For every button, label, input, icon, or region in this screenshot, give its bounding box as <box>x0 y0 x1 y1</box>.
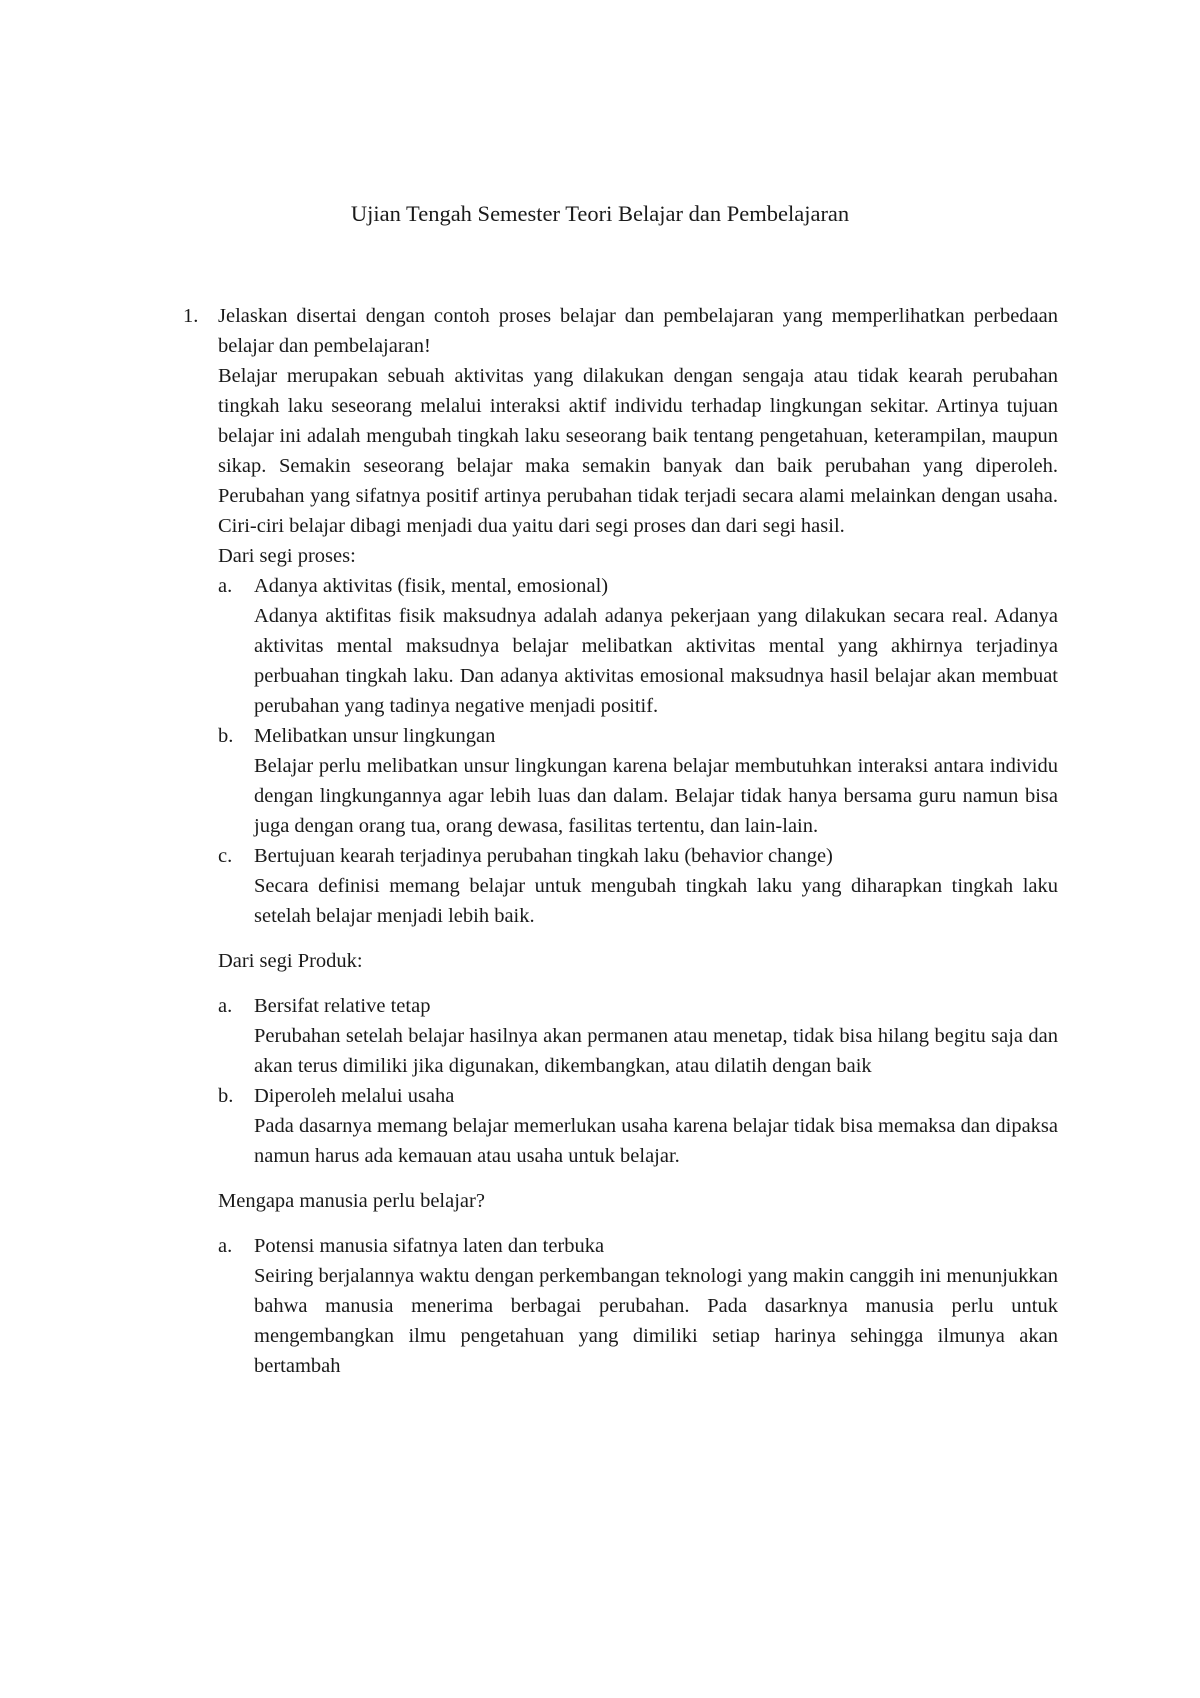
criteria-list <box>218 991 1058 1171</box>
answer-body <box>218 301 1058 1381</box>
list-item <box>218 991 1058 1081</box>
item-label: Potensi manusia sifatnya laten dan terbuka <box>254 1235 605 1257</box>
section-heading: Dari segi proses: <box>218 545 356 567</box>
list-item <box>218 1081 1058 1171</box>
spacer <box>218 1171 1058 1186</box>
list-marker: a. <box>218 575 233 597</box>
intro-paragraph: Belajar merupakan sebuah aktivitas yang dilakukan dengan sengaja atau tidak kearah perubahan tingkah laku seseorang melalui interaksi aktif individu terhadap lingkungan sekitar. Artinya tujuan belajar ini adalah mengubah tingkah laku seseorang baik tentang pengetahuan, keterampilan, maupun sikap. Semakin seseorang belajar maka semakin banyak dan baik perubahan yang diperoleh. Perubahan yang sifatnya positif artinya perubahan tidak terjadi secara alami melainkan dengan usaha. Ciri-ciri belajar dibagi menjadi dua yaitu dari segi proses dan dari segi hasil. <box>218 365 1058 537</box>
list-item <box>218 721 1058 841</box>
item-label: Bersifat relative tetap <box>254 995 431 1017</box>
criteria-list <box>218 571 1058 931</box>
item-label: Melibatkan unsur lingkungan <box>254 725 496 747</box>
item-description: Pada dasarnya memang belajar memerlukan usaha karena belajar tidak bisa memaksa dan dipaksa namun harus ada kemauan atau usaha untuk belajar. <box>254 1115 1058 1167</box>
question-number: 1. <box>183 305 199 327</box>
question-text: Jelaskan disertai dengan contoh proses belajar dan pembelajaran yang memperlihatkan perbedaan belajar dan pembelajaran! <box>218 305 1058 357</box>
section-heading: Dari segi Produk: <box>218 950 363 972</box>
list-marker: c. <box>218 845 233 867</box>
item-label: Bertujuan kearah terjadinya perubahan tingkah laku (behavior change) <box>254 845 833 867</box>
list-item <box>218 841 1058 931</box>
item-label: Diperoleh melalui usaha <box>254 1085 455 1107</box>
document-title: Ujian Tengah Semester Teori Belajar dan Pembelajaran <box>350 201 850 226</box>
list-item <box>218 1231 1058 1381</box>
list-marker: a. <box>218 995 233 1017</box>
section-heading: Mengapa manusia perlu belajar? <box>218 1190 485 1212</box>
item-description: Perubahan setelah belajar hasilnya akan permanen atau menetap, tidak bisa hilang begitu saja dan akan terus dimiliki jika digunakan, dikembangkan, atau dilatih dengan baik <box>254 1025 1058 1077</box>
item-description: Secara definisi memang belajar untuk mengubah tingkah laku yang diharapkan tingkah laku setelah belajar menjadi lebih baik. <box>254 875 1058 927</box>
item-description: Seiring berjalannya waktu dengan perkembangan teknologi yang makin canggih ini menunjukkan bahwa manusia menerima berbagai perubahan. Pada dasarknya manusia perlu untuk mengembangkan ilmu pengetahuan yang dimiliki setiap harinya sehingga ilmunya akan bertambah <box>254 1265 1058 1377</box>
spacer <box>218 931 1058 946</box>
list-marker: b. <box>218 1085 234 1107</box>
spacer <box>218 976 1058 991</box>
item-description: Adanya aktifitas fisik maksudnya adalah adanya pekerjaan yang dilakukan secara real. Adanya aktivitas mental maksudnya belajar melibatkan aktivitas mental yang akhirnya terjadinya perbuahan tingkah laku. Dan adanya aktivitas emosional maksudnya hasil belajar akan membuat perubahan yang tadinya negative menjadi positif. <box>254 605 1058 717</box>
item-label: Adanya aktivitas (fisik, mental, emosional) <box>254 575 609 597</box>
list-item <box>218 571 1058 721</box>
list-marker: b. <box>218 725 234 747</box>
list-marker: a. <box>218 1235 233 1257</box>
item-description: Belajar perlu melibatkan unsur lingkungan karena belajar membutuhkan interaksi antara individu dengan lingkungannya agar lebih luas dan dalam. Belajar tidak hanya bersama guru namun bisa juga dengan orang tua, orang dewasa, fasilitas tertentu, dan lain-lain. <box>254 755 1058 837</box>
spacer <box>218 1216 1058 1231</box>
reasons-list <box>218 1231 1058 1381</box>
